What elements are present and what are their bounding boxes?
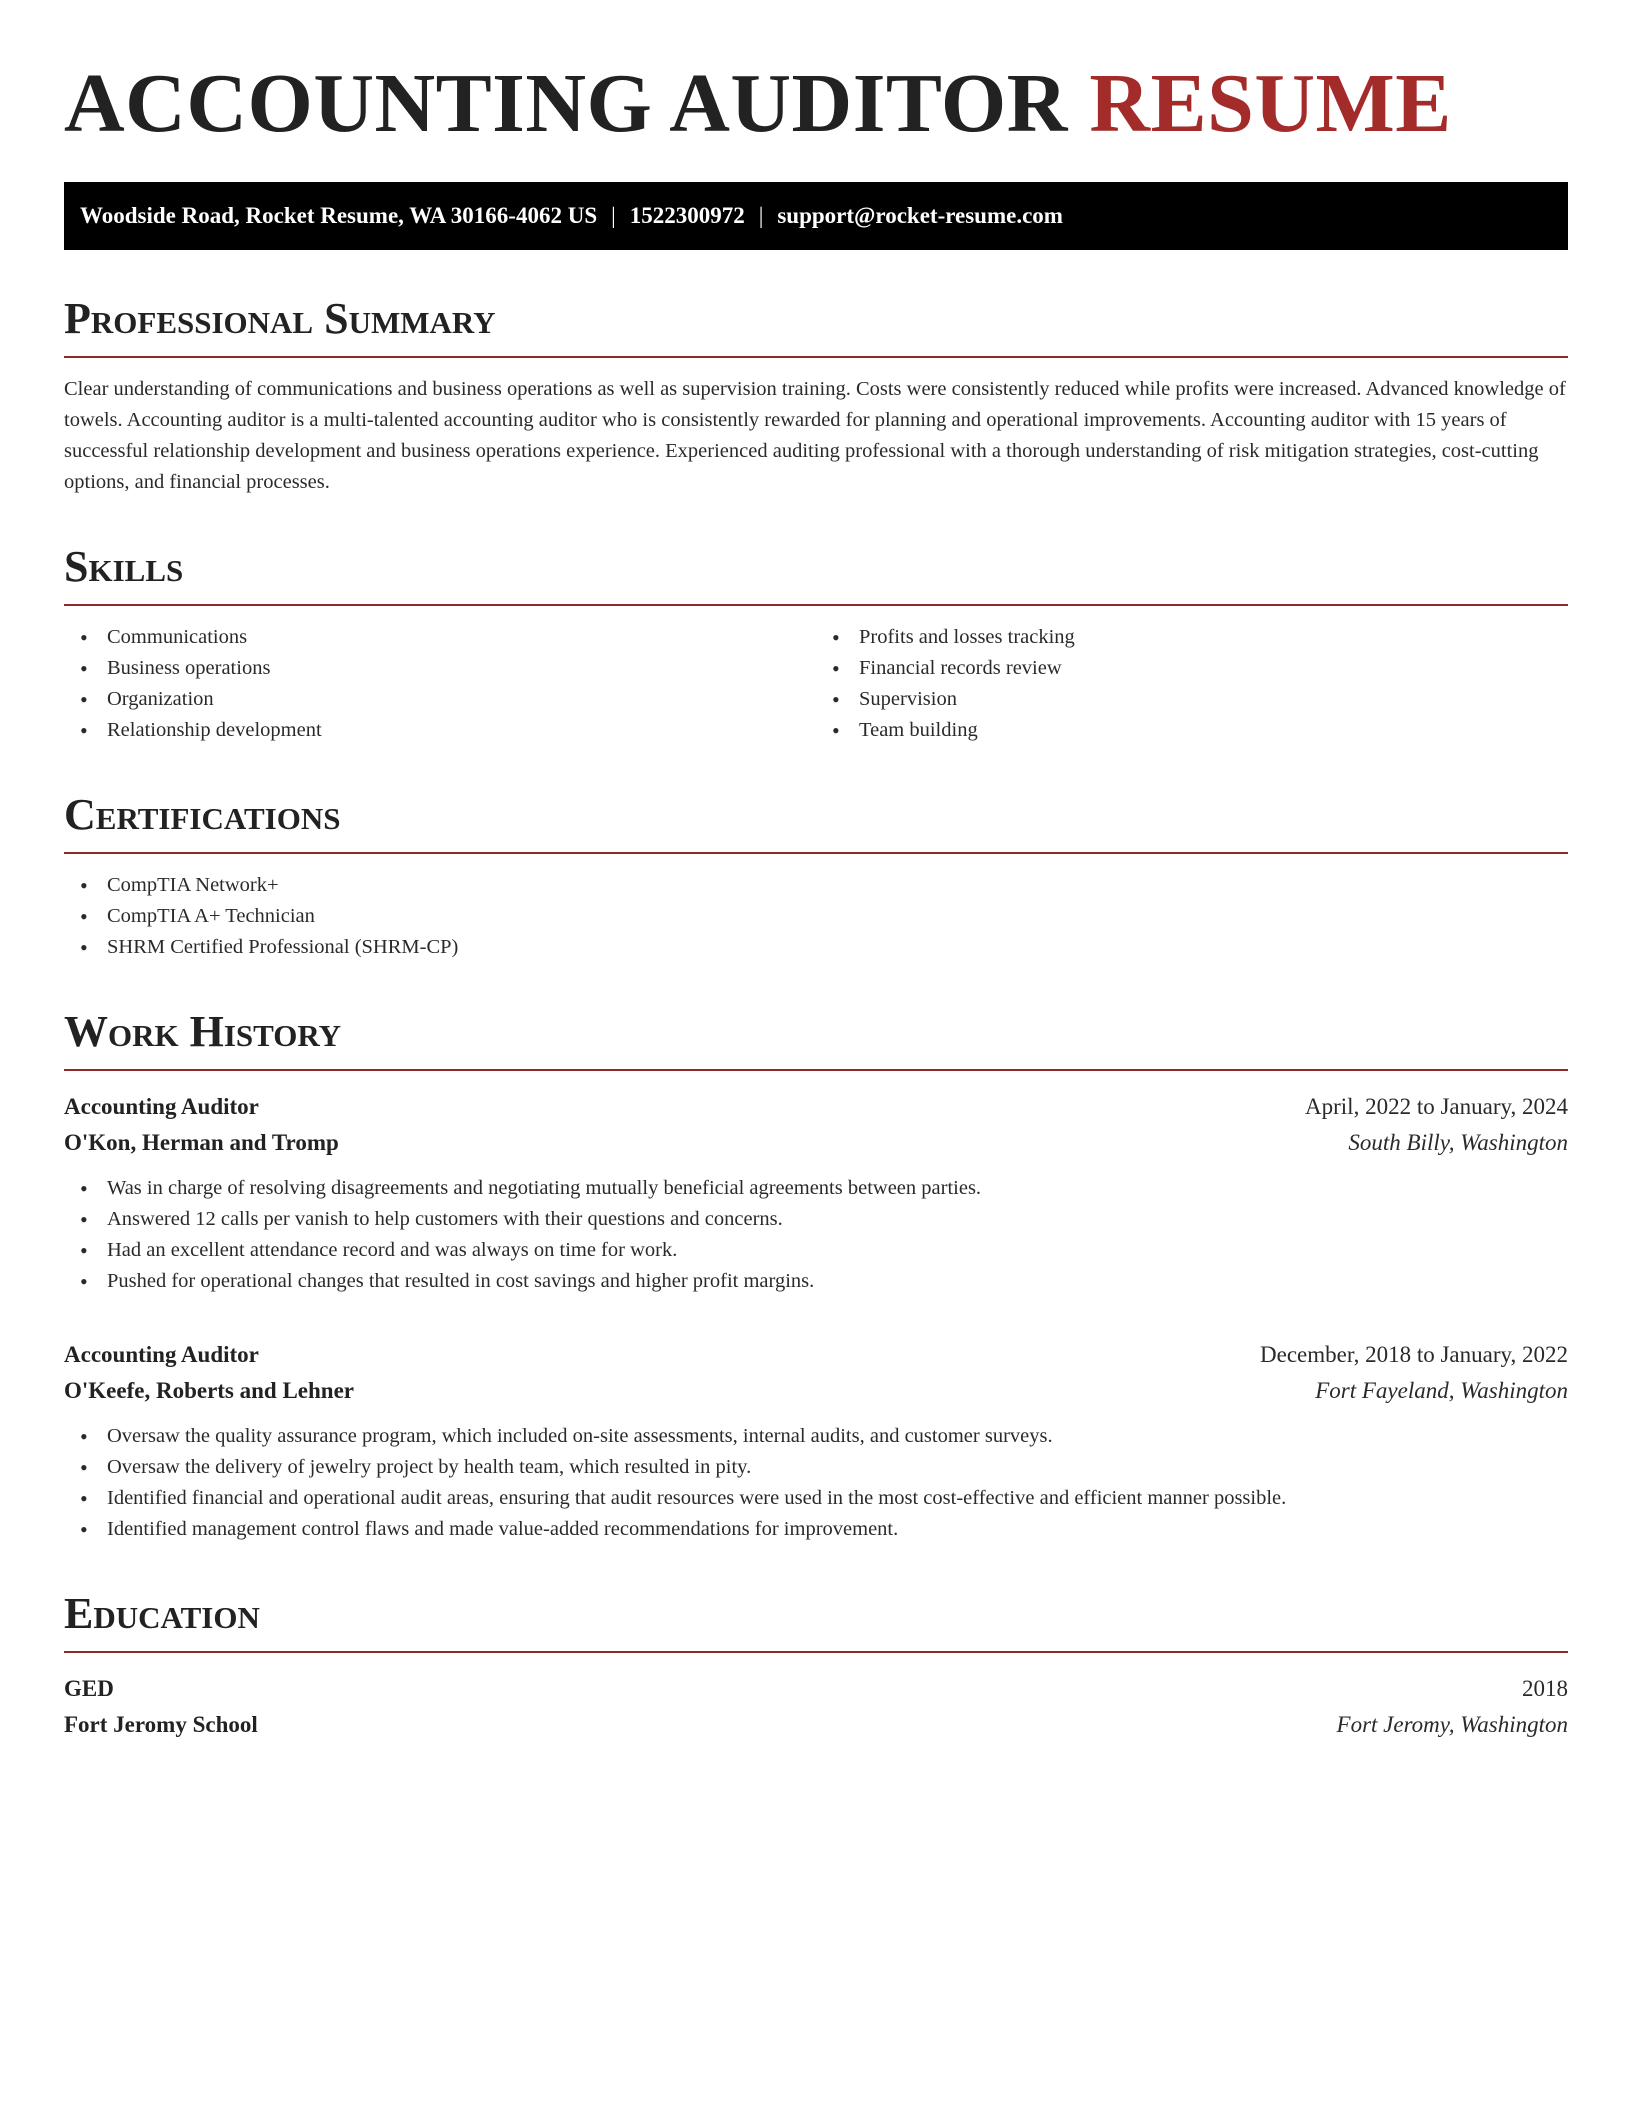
certifications-section (64, 790, 1568, 963)
education-location: Fort Jeromy, Washington (1336, 1712, 1568, 1737)
education-section (64, 1589, 1568, 1743)
education-school-row (64, 1707, 1568, 1743)
title-accent: RESUME (1089, 57, 1452, 150)
job-title: Accounting Auditor (64, 1094, 259, 1119)
certifications-heading: Certifications (64, 790, 1568, 854)
summary-text: Clear understanding of communications and business operations as well as supervision training. Costs were consistently reduced while profits were increased. Advanced knowledge of towels. Accounting auditor is a multi-talented accounting auditor who is consistently rewarded for planning and operational improvements. Accounting auditor with 15 years of successful relationship development and business operations experience. Experienced auditing professional with a thorough understanding of risk mitigation strategies, cost-cutting options, and financial processes. (64, 378, 1566, 493)
skills-heading: Skills (64, 542, 1568, 606)
skill-item: • Organization (64, 684, 816, 715)
summary-section (64, 294, 1568, 498)
job-dates: April, 2022 to January, 2024 (1305, 1094, 1568, 1119)
certification-item: • CompTIA Network+ (64, 870, 1568, 901)
contact-separator: | (758, 203, 764, 228)
work-history-section (64, 1007, 1568, 1545)
contact-email: support@rocket-resume.com (777, 203, 1063, 228)
job-company-row (64, 1125, 1568, 1161)
job-duty-item: • Oversaw the quality assurance program, which included on-site assessments, internal audits, and customer surveys. (64, 1421, 1568, 1452)
job-duty-item: • Had an excellent attendance record and was always on time for work. (64, 1235, 1568, 1266)
work-history-heading: Work History (64, 1007, 1568, 1071)
job-duty-item: • Pushed for operational changes that resulted in cost savings and higher profit margins. (64, 1266, 1568, 1297)
job-dates: December, 2018 to January, 2022 (1260, 1342, 1568, 1367)
skills-list-right (816, 622, 1568, 746)
certification-item: • SHRM Certified Professional (SHRM-CP) (64, 932, 1568, 963)
certification-item: • CompTIA A+ Technician (64, 901, 1568, 932)
job-duties-list (64, 1173, 1568, 1297)
skill-item: • Profits and losses tracking (816, 622, 1568, 653)
title-main: ACCOUNTING AUDITOR (64, 57, 1068, 150)
contact-phone: 1522300972 (629, 203, 745, 228)
job-location: Fort Fayeland, Washington (1315, 1378, 1568, 1403)
job-duty-item: • Answered 12 calls per vanish to help customers with their questions and concerns. (64, 1204, 1568, 1235)
education-school: Fort Jeromy School (64, 1712, 258, 1737)
job-duty-item: • Oversaw the delivery of jewelry project by health team, which resulted in pity. (64, 1452, 1568, 1483)
job-duties-list (64, 1421, 1568, 1545)
certifications-list (64, 870, 1568, 963)
skills-list-left (64, 622, 816, 746)
contact-bar (64, 182, 1568, 250)
job-duty-item: • Was in charge of resolving disagreements and negotiating mutually beneficial agreements between parties. (64, 1173, 1568, 1204)
summary-heading: Professional Summary (64, 294, 1568, 358)
job-location: South Billy, Washington (1348, 1130, 1568, 1155)
skill-item: • Team building (816, 715, 1568, 746)
education-degree: GED (64, 1676, 114, 1701)
skills-section (64, 542, 1568, 746)
skill-item: • Relationship development (64, 715, 816, 746)
contact-separator: | (611, 203, 616, 228)
skill-item: • Financial records review (816, 653, 1568, 684)
education-degree-row (64, 1671, 1568, 1707)
job-duty-item: • Identified financial and operational audit areas, ensuring that audit resources were used in the most cost-effective and efficient manner possible. (64, 1483, 1568, 1514)
skills-grid (64, 606, 1568, 746)
job-entry (64, 1337, 1568, 1545)
skill-item: • Business operations (64, 653, 816, 684)
job-title-row (64, 1089, 1568, 1125)
job-title-row (64, 1337, 1568, 1373)
skill-item: • Communications (64, 622, 816, 653)
education-entry (64, 1671, 1568, 1743)
job-duty-item: • Identified management control flaws and made value-added recommendations for improvement. (64, 1514, 1568, 1545)
job-entry (64, 1089, 1568, 1297)
job-company-row (64, 1373, 1568, 1409)
resume-title (64, 56, 1568, 152)
job-company: O'Kon, Herman and Tromp (64, 1130, 339, 1155)
job-company: O'Keefe, Roberts and Lehner (64, 1378, 355, 1403)
contact-address: Woodside Road, Rocket Resume, WA 30166-4062 US (80, 203, 598, 228)
job-title: Accounting Auditor (64, 1342, 259, 1367)
education-year: 2018 (1522, 1676, 1568, 1701)
education-heading: Education (64, 1589, 1568, 1653)
skill-item: • Supervision (816, 684, 1568, 715)
